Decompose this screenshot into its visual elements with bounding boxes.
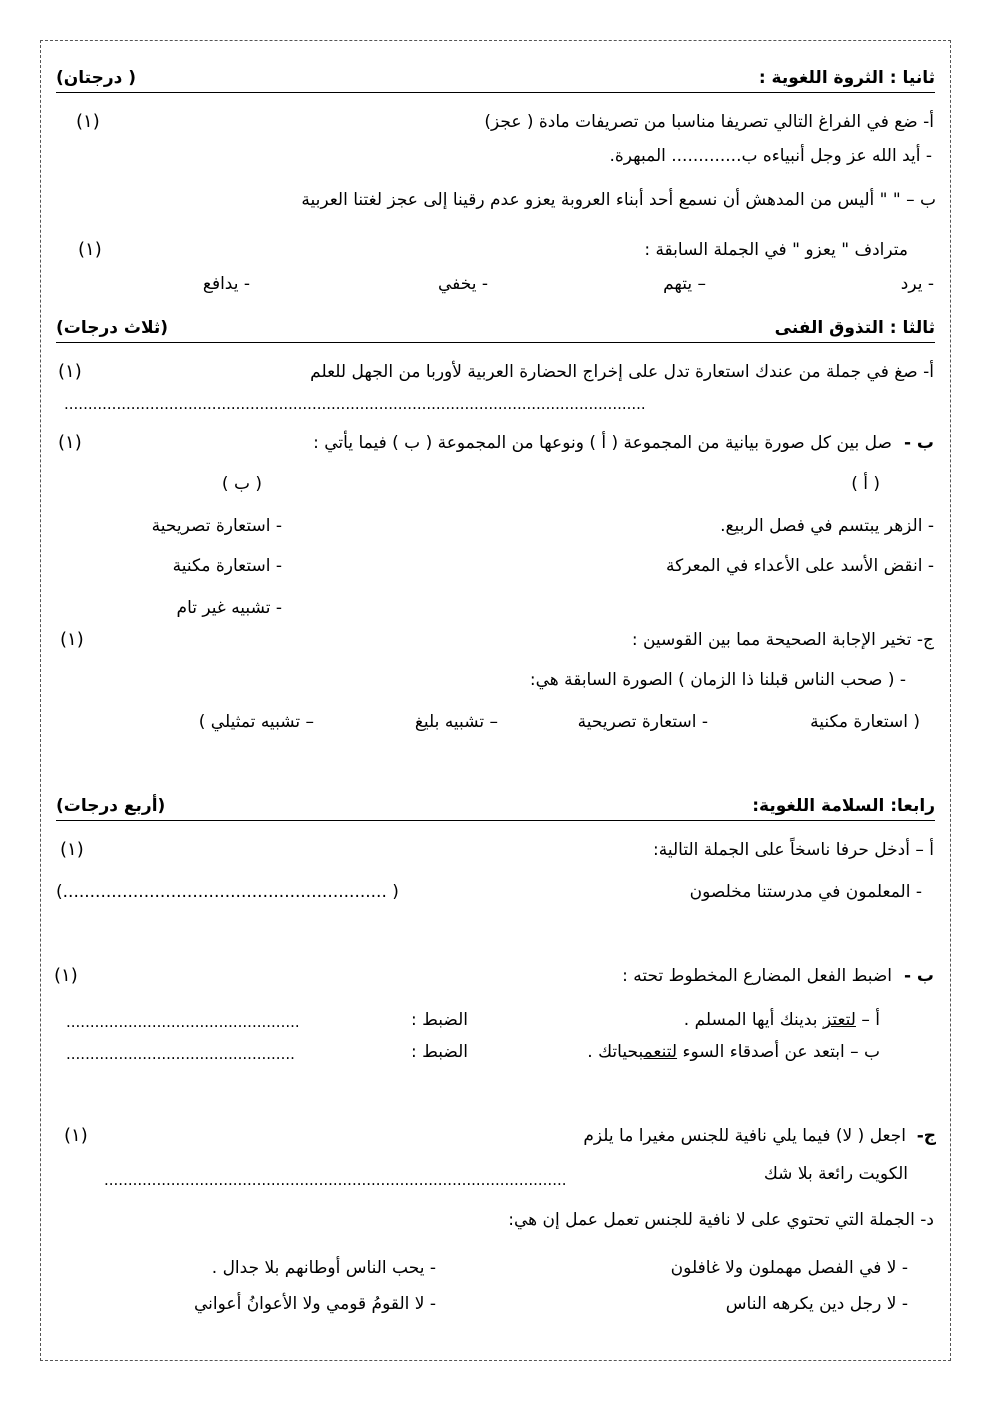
s3-b-label: ب - — [903, 433, 934, 453]
s3-c-option-2: - استعارة تصريحية — [577, 712, 708, 732]
s3-b-score: (١) — [58, 432, 82, 453]
s3-c-option-1: ( استعارة مكنية — [810, 712, 920, 732]
s4-c-score: (١) — [64, 1125, 88, 1146]
s4-b2-suffix: بحياتك . — [587, 1042, 644, 1062]
s3-question-c: ج- تخير الإجابة الصحيحة مما بين القوسين : — [631, 630, 934, 650]
s4-c-label: ج- — [916, 1126, 936, 1146]
s3-c-option-4: – تشبيه تمثيلي ) — [198, 712, 314, 732]
section-3-marks: (ثلاث درجات) — [56, 318, 169, 338]
s4-a-answer: (............................................................ ) — [56, 882, 399, 902]
s3-group-b-header: ( ب ) — [221, 474, 262, 494]
s4-b-sentence-1 — [684, 1010, 880, 1030]
page-border — [40, 40, 951, 1361]
section-2-title: ثانيا : الثروة اللغوية : — [758, 68, 935, 88]
s2-option-3: - يخفي — [437, 274, 488, 294]
s2-option-4: - يدافع — [202, 274, 250, 294]
section-2-header — [56, 68, 935, 93]
s2-b-score: (١) — [78, 239, 102, 260]
s2-a-sentence: - أيد الله عز وجل أنبياءه ب............. المبهرة. — [609, 146, 932, 166]
s4-b1-label: الضبط : — [410, 1010, 468, 1030]
s4-d-option-4: - لا القومُ قومي ولا الأعوانُ أعواني — [194, 1294, 436, 1314]
section-2-marks: ( درجتان) — [56, 68, 137, 88]
s3-c-score: (١) — [60, 629, 84, 650]
s4-b1-prefix: أ – — [855, 1010, 880, 1030]
section-3-title: ثالثا : التذوق الفنى — [774, 318, 935, 338]
s2-b-question: مترادف " يعزو " في الجملة السابقة : — [644, 240, 908, 260]
s3-group-a-item-2: - انقض الأسد على الأعداء في المعركة — [666, 556, 934, 576]
s2-question-b: ب – " " أليس من المدهش أن نسمع أحد أبناء العروبة يعزو عدم رقينا إلى عجز لغتنا العربية — [301, 190, 936, 210]
s4-b2-underlined-verb: لتنعم — [643, 1042, 678, 1062]
s2-a-score: (١) — [76, 111, 100, 132]
s4-d-option-3: - لا رجل دين يكرهه الناس — [725, 1294, 908, 1314]
s3-group-a-header: ( أ ) — [851, 474, 880, 494]
section-4-marks: (أربع درجات) — [56, 796, 166, 816]
section-4-title: رابعا: السلامة اللغوية: — [752, 796, 935, 816]
s4-b2-label: الضبط : — [410, 1042, 468, 1062]
s4-b-sentence-2 — [587, 1042, 880, 1062]
s4-a-sentence: - المعلمون في مدرستنا مخلصون — [689, 882, 922, 902]
s3-c-sentence: - ( صحب الناس قبلنا ذا الزمان ) الصورة السابقة هي: — [529, 670, 906, 690]
s2-option-1: - يرد — [900, 274, 934, 294]
s3-group-a-item-1: - الزهر يبتسم في فصل الربيع. — [720, 516, 934, 536]
s3-a-answer-dots: .......................................................................................................................... — [64, 395, 646, 413]
s4-question-c: اجعل ( لا) فيما يلي نافية للجنس مغيرا ما يلزم — [583, 1126, 906, 1146]
s4-question-a: أ – أدخل حرفا ناسخاً على الجملة التالية: — [653, 840, 934, 860]
s4-b1-answer-dots: ................................................. — [66, 1013, 300, 1031]
s4-b-score: (١) — [54, 965, 78, 986]
s4-b2-answer-dots: ................................................ — [66, 1045, 295, 1063]
section-4-header — [56, 796, 935, 821]
s3-c-option-3: – تشبيه بليغ — [414, 712, 498, 732]
s4-c-sentence: الكويت رائعة بلا شك — [763, 1164, 908, 1184]
s3-group-b-item-3: - تشبيه غير تام — [176, 598, 282, 618]
s3-question-a: أ- صغ في جملة من عندك استعارة تدل على إخراج الحضارة العربية لأوربا من الجهل للعلم — [310, 362, 934, 382]
s4-b2-prefix: ب – ابتعد عن أصدقاء السوء — [677, 1042, 880, 1062]
s4-question-d: د- الجملة التي تحتوي على لا نافية للجنس تعمل عمل إن هي: — [508, 1210, 934, 1230]
s4-b-label: ب - — [903, 966, 934, 986]
s3-question-b: صل بين كل صورة بيانية من المجموعة ( أ ) ونوعها من المجموعة ( ب ) فيما يأتي : — [313, 433, 892, 453]
s2-option-2: – يتهم — [663, 274, 706, 294]
s3-group-b-item-2: - استعارة مكنية — [172, 556, 282, 576]
s4-c-answer-dots: ................................................................................................. — [104, 1171, 567, 1189]
s4-b1-underlined-verb: لتعتز — [822, 1010, 856, 1030]
s4-b1-suffix: بدينك أيها المسلم . — [683, 1010, 823, 1030]
s4-d-option-2: - يحب الناس أوطانهم بلا جدال . — [211, 1258, 436, 1278]
s2-question-a: أ- ضع في الفراغ التالي تصريفا مناسبا من تصريفات مادة ( عجز) — [484, 112, 934, 132]
s4-question-b: اضبط الفعل المضارع المخطوط تحته : — [622, 966, 892, 986]
s3-group-b-item-1: - استعارة تصريحية — [151, 516, 282, 536]
s4-d-option-1: - لا في الفصل مهملون ولا غافلون — [670, 1258, 908, 1278]
s3-a-score: (١) — [58, 361, 82, 382]
s4-a-score: (١) — [60, 839, 84, 860]
section-3-header — [56, 318, 935, 343]
